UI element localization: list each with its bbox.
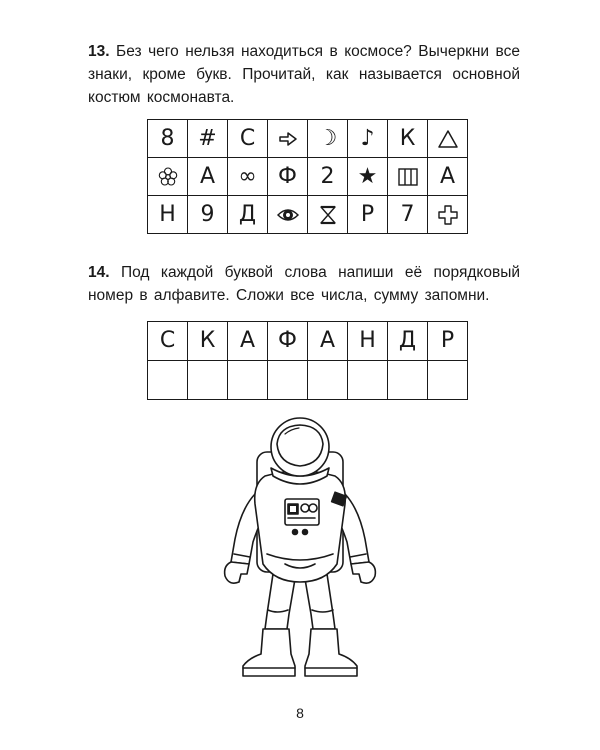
striped-box-icon	[397, 166, 419, 188]
word-answer-cell[interactable]	[148, 361, 188, 400]
symbol-cell[interactable]	[388, 158, 428, 196]
symbol-cell[interactable]	[428, 158, 468, 196]
symbol-cell[interactable]	[268, 196, 308, 234]
symbol-cell[interactable]	[228, 120, 268, 158]
symbol-cell[interactable]	[348, 158, 388, 196]
word-letter-cell: А	[308, 322, 348, 361]
page-number: 8	[296, 705, 304, 721]
word-answer-cell[interactable]	[188, 361, 228, 400]
symbol-cell-text: А	[199, 163, 216, 189]
word-letter-cell: Р	[428, 322, 468, 361]
word-answer-cell[interactable]	[308, 361, 348, 400]
astronaut-right-leg	[305, 574, 335, 629]
task-14-number: 14.	[88, 264, 110, 281]
symbol-cell[interactable]	[148, 196, 188, 234]
symbol-cell-text: ☽	[317, 125, 338, 151]
hourglass-icon	[317, 204, 339, 226]
symbol-cell-text: К	[399, 125, 416, 151]
task-13-instruction	[88, 40, 520, 109]
triangle-icon	[437, 128, 459, 150]
symbol-cell-text: Д	[238, 201, 257, 227]
symbol-cell-text: 2	[320, 163, 335, 189]
eye-icon	[277, 204, 299, 226]
symbol-cell[interactable]	[388, 196, 428, 234]
word-letter-cell: Н	[348, 322, 388, 361]
symbol-cell[interactable]	[188, 158, 228, 196]
symbol-cell-text: ★	[357, 163, 378, 189]
word-answer-cell[interactable]	[348, 361, 388, 400]
symbol-cell-text: #	[198, 125, 217, 151]
symbol-cell[interactable]	[348, 120, 388, 158]
word-answer-cell[interactable]	[428, 361, 468, 400]
symbol-cell[interactable]	[428, 120, 468, 158]
symbol-cell-text: 7	[400, 201, 415, 227]
task-13-text: Без чего нельзя находиться в космосе? Вычеркни все знаки, кроме букв. Прочитай, как называется основной костюм космонавта.	[88, 43, 520, 106]
word-answer-cell[interactable]	[388, 361, 428, 400]
cross-outline-icon	[437, 204, 459, 226]
symbol-cell[interactable]	[268, 158, 308, 196]
symbol-cell-text: Ф	[278, 163, 297, 189]
symbol-cell-text: Р	[360, 201, 375, 227]
word-answer-cell[interactable]	[228, 361, 268, 400]
symbol-cell[interactable]	[308, 196, 348, 234]
astronaut-visor	[277, 425, 323, 466]
symbol-grid-row	[148, 196, 468, 234]
symbol-cell[interactable]	[188, 120, 228, 158]
symbol-grid-row	[148, 158, 468, 196]
symbol-cell[interactable]	[148, 158, 188, 196]
word-letters-row	[148, 322, 468, 361]
astronaut-left-boot	[243, 629, 295, 676]
task-13-number: 13.	[88, 43, 110, 60]
symbol-cell[interactable]	[428, 196, 468, 234]
symbol-cell[interactable]	[348, 196, 388, 234]
symbol-cell-text: ∞	[238, 163, 257, 189]
symbol-cell-text: С	[239, 125, 256, 151]
astronaut-left-glove	[225, 562, 249, 583]
astronaut-torso	[255, 471, 346, 582]
symbol-cell[interactable]	[308, 120, 348, 158]
word-letter-cell: А	[228, 322, 268, 361]
word-letter-cell: К	[188, 322, 228, 361]
symbol-cell-text: Н	[159, 201, 176, 227]
symbol-cell[interactable]	[308, 158, 348, 196]
task-14-instruction	[88, 261, 520, 307]
symbol-cell[interactable]	[148, 120, 188, 158]
word-answers-row	[148, 361, 468, 400]
symbol-cell-text: 8	[160, 125, 175, 151]
word-letter-cell: С	[148, 322, 188, 361]
astronaut-illustration	[215, 414, 385, 684]
arrow-right-icon	[277, 128, 299, 150]
symbol-grid	[147, 119, 468, 234]
symbol-cell-text: ♪	[360, 125, 375, 151]
symbol-cell-text: А	[439, 163, 456, 189]
symbol-cell-text: 9	[200, 201, 215, 227]
symbol-grid-row	[148, 120, 468, 158]
symbol-cell[interactable]	[228, 158, 268, 196]
word-letter-cell: Д	[388, 322, 428, 361]
word-grid	[147, 321, 468, 400]
astronaut-left-leg	[265, 574, 295, 629]
astronaut-right-boot	[305, 629, 357, 676]
symbol-cell[interactable]	[268, 120, 308, 158]
symbol-cell[interactable]	[228, 196, 268, 234]
flower-icon	[157, 166, 179, 188]
task-14-text: Под каждой буквой слова напиши её порядковый номер в алфавите. Сложи все числа, сумму запомни.	[88, 264, 520, 304]
word-answer-cell[interactable]	[268, 361, 308, 400]
word-letter-cell: Ф	[268, 322, 308, 361]
symbol-cell[interactable]	[388, 120, 428, 158]
symbol-cell[interactable]	[188, 196, 228, 234]
astronaut-right-glove	[351, 562, 375, 583]
